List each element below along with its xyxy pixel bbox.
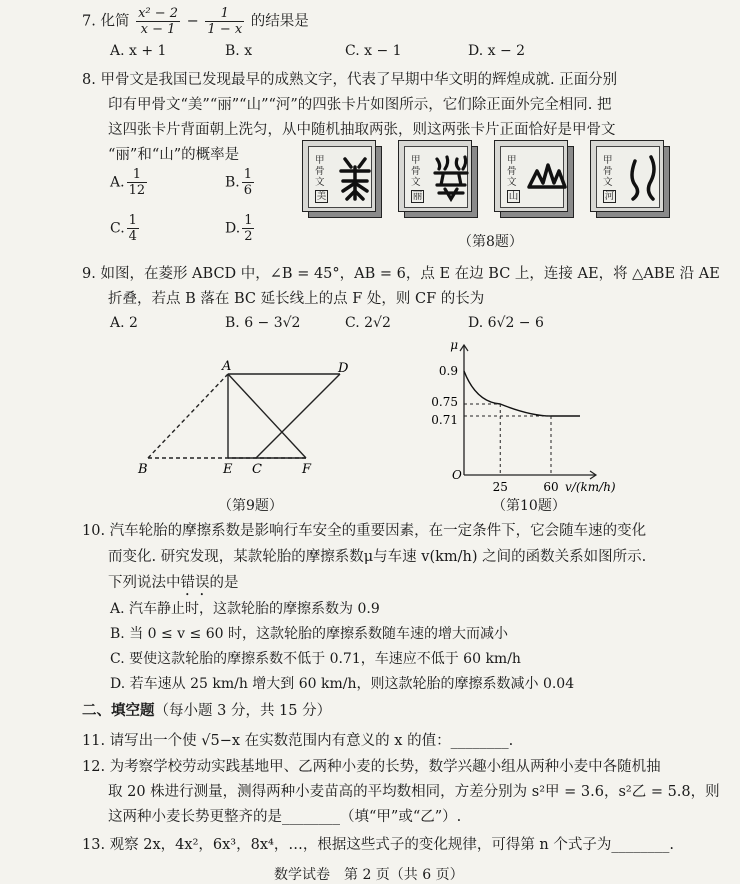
q12-line-1: 12. 为考察学校劳动实践基地甲、乙两种小麦的长势，数学兴趣小组从两种小麦中各随机抽 [82, 759, 661, 775]
oracle-glyph-shan [525, 153, 569, 203]
q9-line-1: 9. 如图，在菱形 ABCD 中，∠B = 45°，AB = 6，点 E 在边 BC 上，连接 AE，将 △ABE 沿 AE [82, 266, 720, 282]
q10-option-b: B. 当 0 ≤ v ≤ 60 时，这款轮胎的摩擦系数随车速的增大而减小 [110, 626, 508, 642]
q8-line-1: 8. 甲骨文是我国已发现最早的成熟文字，代表了早期中华文明的辉煌成就. 正面分别 [82, 72, 618, 88]
oracle-card-shan: 甲骨文 山 [494, 140, 574, 218]
oracle-glyph-he [621, 153, 665, 203]
q9-option-b: B. 6 − 3√2 [225, 315, 301, 331]
q8-line-3: 这四张卡片背面朝上洗匀，从中随机抽取两张，则这两张卡片正面恰好是甲骨文 [108, 122, 616, 138]
q12-line-3: 这两种小麦长势更整齐的是________（填“甲”或“乙”）. [108, 809, 462, 825]
x-tick-25: 25 [492, 480, 508, 494]
q8-caption: （第8题） [458, 234, 523, 250]
x-axis-label: v/(km/h) [565, 480, 616, 494]
q10-line-1: 10. 汽车轮胎的摩擦系数是影响行车安全的重要因素，在一定条件下，它会随车速的变化 [82, 523, 647, 539]
label-e: E [223, 462, 233, 477]
q10-chart [430, 335, 616, 495]
q8-option-a: A. $\frac{1}{12}$ [110, 167, 146, 198]
y-tick-0.71: 0.71 [431, 413, 458, 427]
q12-line-2: 取 20 株进行测量，测得两种小麦苗高的平均数相同，方差分别为 s²甲 = 3.6，s²乙 = 5.8，则 [108, 784, 720, 800]
q8-option-b: B. $\frac{1}{6}$ [225, 167, 253, 198]
label-b: B [138, 462, 148, 477]
q10-option-c: C. 要使这款轮胎的摩擦系数不低于 0.71，车速应不低于 60 km/h [110, 651, 521, 667]
q9-caption: （第9题） [218, 498, 283, 514]
y-tick-0.75: 0.75 [431, 395, 458, 409]
label-c: C [252, 462, 262, 477]
segment-ab [148, 374, 228, 458]
q10-caption: （第10题） [492, 498, 566, 514]
q7-option-d: D. x − 2 [468, 43, 526, 59]
q9-line-2: 折叠，若点 B 落在 BC 延长线上的点 F 处，则 CF 的长为 [108, 291, 485, 307]
x-tick-60: 60 [543, 480, 559, 494]
mu-curve [464, 371, 580, 416]
q13-text: 13. 观察 2x，4x²，6x³，8x⁴，…，根据这些式子的变化规律，可得第 n 个式子为________. [82, 837, 674, 853]
q8-line-2: 印有甲骨文“美”“丽”“山”“河”的四张卡片如图所示，它们除正面外完全相同. 把 [108, 97, 612, 113]
q8-option-c: C. $\frac{1}{4}$ [110, 213, 137, 244]
label-d: D [338, 361, 349, 376]
y-tick-0.9: 0.9 [438, 364, 458, 378]
q7-option-b: B. x [225, 43, 253, 59]
q7-stem: 7. 化简 $\frac{\text{x² − 2}}{x - 1}$ − $\frac{1}{1 - x}$ 的结果是 [82, 6, 309, 37]
q8-option-d: D. $\frac{1}{2}$ [225, 213, 253, 244]
q10-line-2: 而变化. 研究发现，某款轮胎的摩擦系数μ与车速 v(km/h) 之间的函数关系如图所示. [108, 549, 647, 565]
emphasis-wrong: 错误 [180, 575, 210, 591]
oracle-card-he: 甲骨文 河 [590, 140, 670, 218]
label-f: F [302, 462, 312, 477]
q7-option-c: C. x − 1 [345, 43, 402, 59]
q9-rhombus-figure [130, 360, 370, 480]
q8-line-4: “丽”和“山”的概率是 [108, 147, 240, 163]
oracle-card-li: 甲骨文 丽 [398, 140, 478, 218]
oracle-glyph-mei [333, 153, 377, 203]
q9-option-a: A. 2 [110, 315, 138, 331]
origin-label: O [452, 468, 462, 482]
q9-option-c: C. 2√2 [345, 315, 391, 331]
q10-option-a: A. 汽车静止时，这款轮胎的摩擦系数为 0.9 [110, 601, 380, 617]
q11-text: 11. 请写出一个使 √5−x 在实数范围内有意义的 x 的值：________. [82, 733, 514, 749]
segment-dc [256, 374, 340, 458]
q10-option-d: D. 若车速从 25 km/h 增大到 60 km/h，则这款轮胎的摩擦系数减小 0.04 [110, 676, 575, 692]
q9-option-d: D. 6√2 − 6 [468, 315, 544, 331]
oracle-glyph-li [429, 153, 473, 203]
page-footer: 数学试卷 第 2 页（共 6 页） [274, 867, 464, 883]
label-a: A [222, 359, 232, 374]
segment-af [228, 374, 306, 458]
oracle-card-mei: 甲骨文 美 [302, 140, 382, 218]
section-2-heading: 二、填空题（每小题 3 分，共 15 分） [82, 703, 332, 719]
q10-line-3: 下列说法中错误的是 [108, 575, 239, 591]
y-axis-label: μ [450, 338, 458, 352]
q7-option-a: A. x + 1 [110, 43, 167, 59]
